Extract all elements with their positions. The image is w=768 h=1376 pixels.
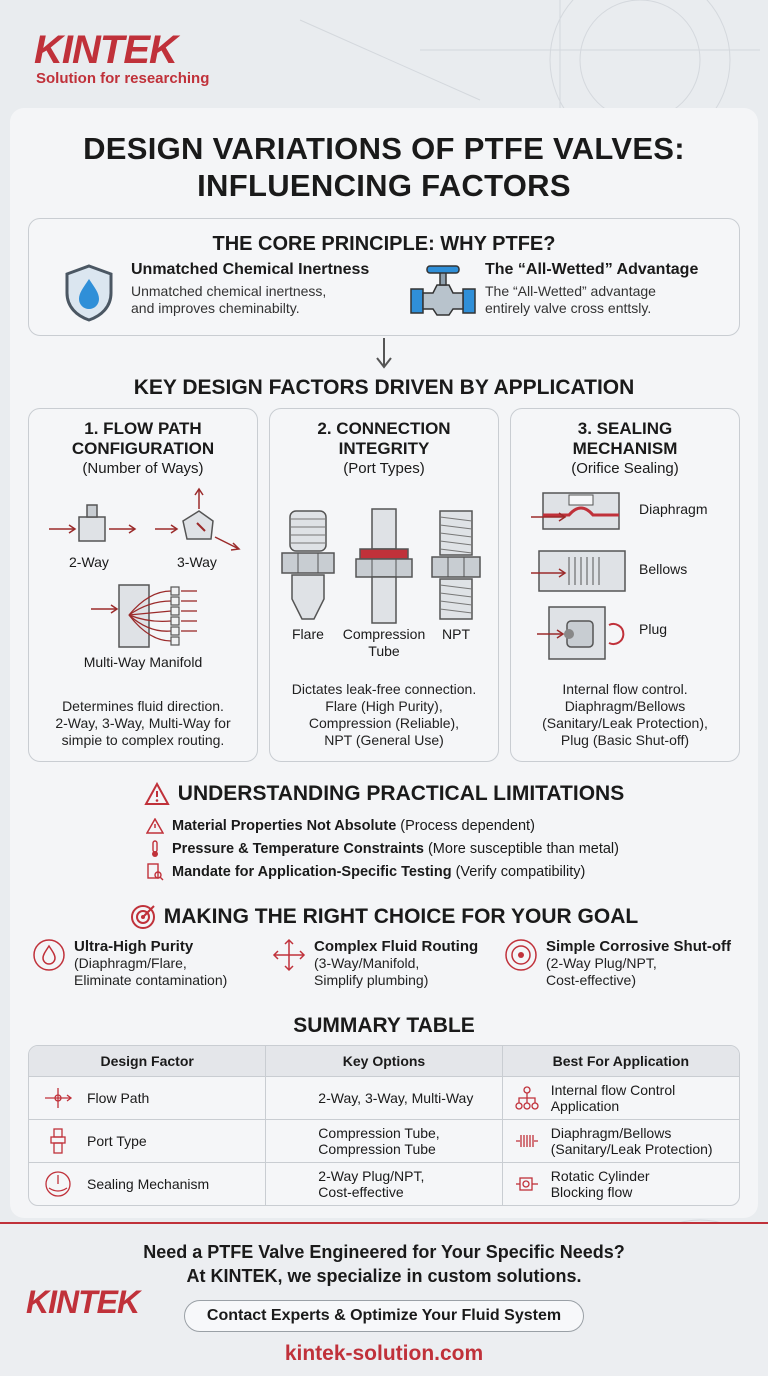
brand-tagline: Solution for researching [36,70,210,87]
npt-fitting-icon [430,509,482,621]
footer [0,1222,768,1376]
cell-text: Blocking flow [550,1184,633,1200]
cell-text: Rotatic Cylinder [550,1168,650,1184]
factor-sealing-mechanism [510,408,740,762]
limitation-bold: Material Properties Not Absolute [172,817,397,834]
cell-text: Sealing Mechanism [87,1176,210,1192]
header [0,0,768,110]
factor-description [511,681,739,749]
two-way-valve-icon [47,501,137,549]
table-cell [502,1077,739,1119]
factor-subtitle: (Number of Ways) [82,460,204,477]
table-cell [29,1077,265,1119]
thermometer-icon [146,840,164,858]
routing-arrows-icon [272,938,306,972]
table-cell [29,1163,265,1205]
limitation-bold: Mandate for Application-Specific Testing [172,863,452,880]
gauge-icon [43,1170,73,1198]
factor-title-line: 2. CONNECTION [317,419,451,438]
factor-title-line: INTEGRITY [338,439,430,458]
limitation-note: (Verify compatibility) [451,863,586,880]
desc-line: NPT (General Use) [324,732,444,748]
factor-subtitle: (Orifice Sealing) [571,460,679,477]
core-item-desc: Unmatched chemical inertness, [131,283,327,299]
table-row [29,1162,739,1205]
cell-text: Application [550,1098,620,1114]
core-item-heading: The “All-Wetted” Advantage [485,261,699,278]
limitation-item [146,860,619,883]
desc-line: 2-Way, 3-Way, Multi-Way for [55,715,231,731]
cell-text: 2-Way, 3-Way, Multi-Way [318,1090,474,1106]
shield-droplet-icon [63,263,115,323]
droplet-icon [32,938,66,972]
goal-title: Complex Fluid Routing [314,938,479,955]
arrow-down-icon [374,336,394,370]
table-cell [265,1120,501,1162]
desc-line: Diaphragm/Bellows [564,698,686,714]
three-way-valve-icon [153,485,245,555]
factor-title [29,419,257,479]
label-flare: Flare [292,626,324,642]
label-compression-tube [332,626,436,660]
factor-title-line: CONFIGURATION [71,439,215,458]
table-cell [502,1163,739,1205]
bellows-icon [515,1129,539,1153]
goal-desc: Simplify plumbing) [314,972,429,988]
label-bellows: Bellows [639,561,688,577]
limitation-bold: Pressure & Temperature Constraints [172,840,424,857]
core-principle-box [28,218,740,336]
factor-title-line: 3. SEALING [577,419,673,438]
factors-title: KEY DESIGN FACTORS DRIVEN BY APPLICATION [133,376,635,399]
label-plug: Plug [639,621,668,637]
choice-heading [10,904,758,930]
flow-arrows-icon [43,1086,73,1110]
table-cell [29,1120,265,1162]
title-line-1: DESIGN VARIATIONS OF PTFE VALVES: [83,131,685,166]
goal-desc: (3-Way/Manifold, [314,955,420,971]
factor-title [270,419,498,479]
table-row [29,1076,739,1119]
summary-title: SUMMARY TABLE [293,1014,475,1037]
flare-fitting-icon [278,509,338,621]
desc-line: Plug (Basic Shut-off) [560,732,690,748]
desc-line: Dictates leak-free connection. [291,681,477,697]
core-item-heading: Unmatched Chemical Inertness [131,261,370,278]
label-2-way: 2-Way [69,554,109,570]
warning-icon [144,782,170,806]
desc-line: Compression (Reliable), [308,715,460,731]
compression-tube-icon [352,507,416,625]
table-header-row [29,1046,739,1076]
table-cell [265,1163,501,1205]
footer-answer: At KINTEK, we specialize in custom solutions. [186,1266,582,1286]
cell-text: 2-Way Plug/NPT, [318,1168,425,1184]
label-diaphragm: Diaphragm [639,501,708,517]
core-item-desc: entirely valve cross enttsly. [485,300,652,316]
summary-table [28,1045,740,1206]
cell-text: Flow Path [87,1090,150,1106]
diaphragm-icon [529,491,633,531]
table-row [29,1119,739,1162]
choice-title: MAKING THE RIGHT CHOICE FOR YOUR GOAL [163,905,639,928]
cell-text: Compression Tube, [318,1125,440,1141]
factor-description [270,681,498,749]
bellows-icon [529,547,633,595]
cell-text: Cost-effective [318,1184,404,1200]
core-item-inertness [131,261,369,317]
page-title [10,130,758,204]
goal-desc: Eliminate contamination) [74,972,228,988]
core-item-desc: and improves cheminabilty. [131,300,300,316]
goal-desc: Cost-effective) [546,972,636,988]
desc-line: (Sanitary/Leak Protection), [542,715,708,731]
limitation-item [146,837,619,860]
footer-message [0,1240,768,1288]
limitation-note: (More susceptible than metal) [423,840,619,857]
plug-icon [537,605,633,661]
factor-description [29,698,257,749]
factor-connection-integrity [269,408,499,762]
title-line-2: INFLUENCING FACTORS [197,168,571,203]
document-search-icon [146,863,164,881]
desc-line: simpie to complex routing. [61,732,225,748]
warning-icon [146,818,164,834]
port-fitting-icon [43,1127,73,1155]
footer-question: Need a PTFE Valve Engineered for Your Specific Needs? [143,1242,625,1262]
target-icon [130,904,156,930]
cell-text: Internal flow Control [550,1082,676,1098]
factor-flow-path [28,408,258,762]
goal-simple-shutoff [504,938,731,989]
hierarchy-icon [515,1086,539,1110]
label-3-way: 3-Way [177,554,217,570]
table-cell [502,1120,739,1162]
table-header-cell: Best For Application [502,1046,739,1076]
goal-desc: (2-Way Plug/NPT, [546,955,657,971]
manifold-icon [89,579,205,651]
goal-desc: (Diaphragm/Flare, [74,955,187,971]
desc-line: Internal flow control. [562,681,688,697]
core-item-all-wetted [485,261,698,317]
label-line: Tube [368,643,400,659]
cell-text: Compression Tube [318,1141,436,1157]
cell-text: (Sanitary/Leak Protection) [550,1141,713,1157]
goal-title: Ultra-High Purity [74,938,194,955]
limitations-list [146,814,619,883]
label-line: Compression [342,626,426,642]
valve-icon [409,263,477,319]
limitation-item [146,814,619,837]
cell-text: Port Type [87,1133,147,1149]
factor-title-line: 1. FLOW PATH [84,419,202,438]
cylinder-valve-icon [515,1172,539,1196]
desc-line: Flare (High Purity), [325,698,443,714]
desc-line: Determines fluid direction. [62,698,224,714]
label-multi-way: Multi-Way Manifold [83,654,203,670]
table-header-cell: Key Options [265,1046,501,1076]
infographic-card [10,108,758,1218]
website-link[interactable]: kintek-solution.com [284,1342,484,1365]
core-item-desc: The “All-Wetted” advantage [485,283,656,299]
factor-title [511,419,739,479]
contact-experts-button[interactable]: Contact Experts & Optimize Your Fluid System [184,1300,584,1332]
label-npt: NPT [442,626,470,642]
goal-title: Simple Corrosive Shut-off [546,938,732,955]
goal-complex-routing [272,938,478,989]
factor-title-line: MECHANISM [572,439,678,458]
limitations-heading [10,782,758,806]
core-title: THE CORE PRINCIPLE: WHY PTFE? [212,233,556,255]
limitation-note: (Process dependent) [396,817,535,834]
cell-text: Diaphragm/Bellows [550,1125,672,1141]
brand-logo[interactable]: KINTEK [34,28,177,72]
goal-ultra-high-purity [32,938,227,989]
target-icon [504,938,538,972]
table-cell [265,1077,501,1119]
factor-subtitle: (Port Types) [343,460,425,477]
footer-logo[interactable]: KINTEK [26,1284,140,1320]
table-header-cell: Design Factor [100,1053,194,1069]
limitations-title: UNDERSTANDING PRACTICAL LIMITATIONS [177,782,625,805]
